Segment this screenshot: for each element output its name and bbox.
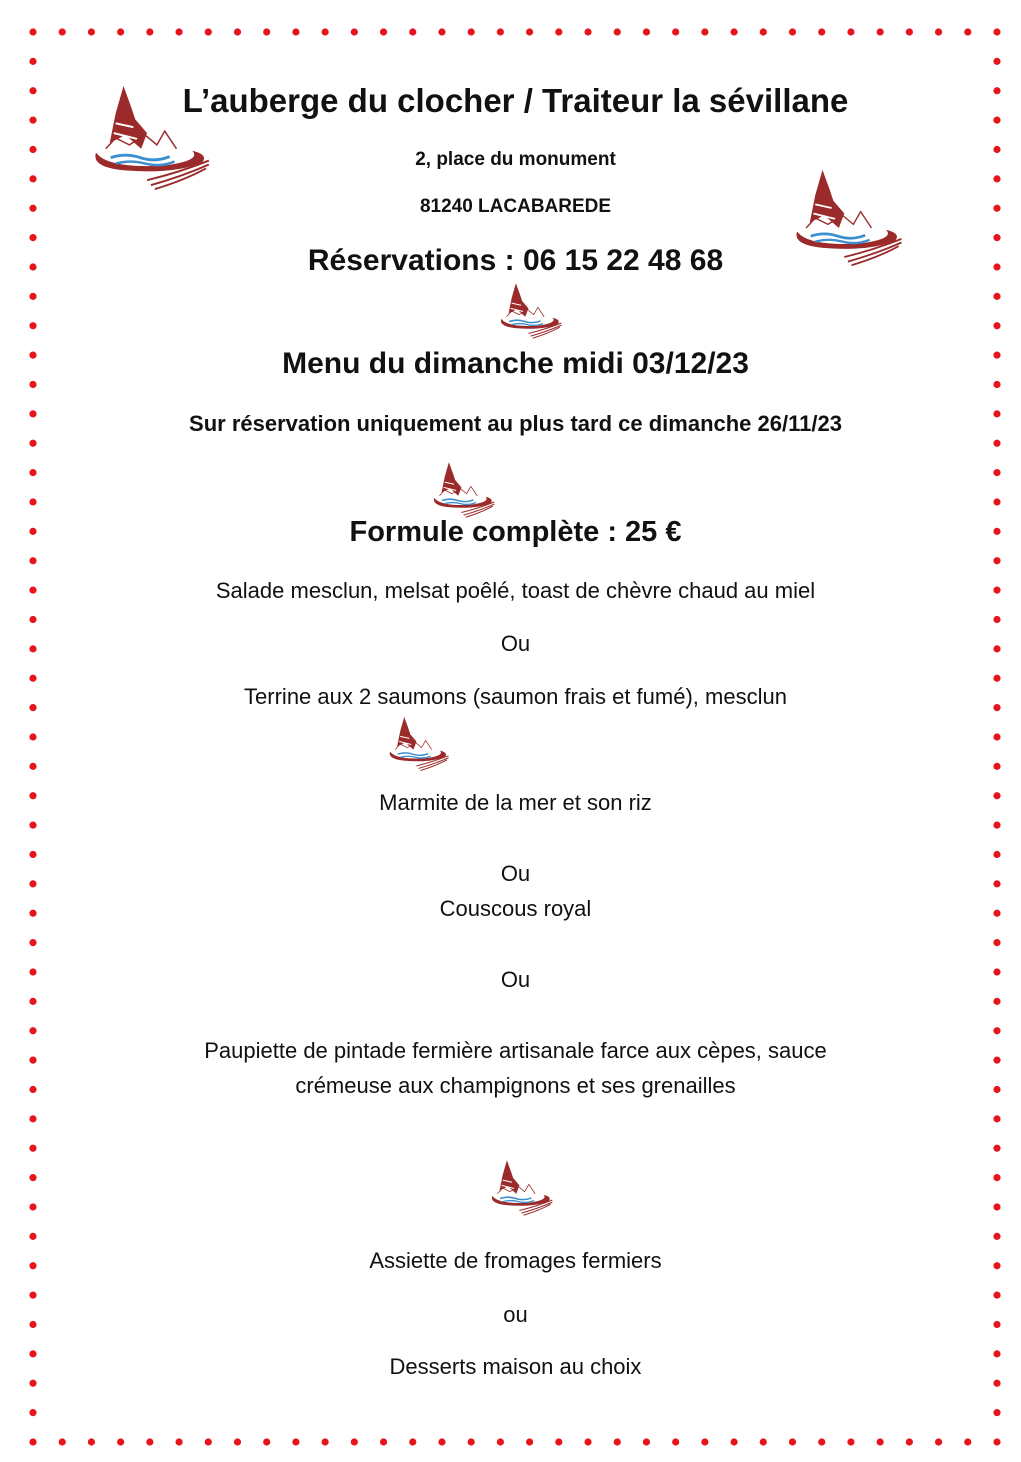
border-dot (29, 675, 36, 682)
border-dot (993, 998, 1000, 1005)
border-dot (29, 1380, 36, 1387)
border-dot (993, 1380, 1000, 1387)
border-dot (29, 175, 36, 182)
border-dot (29, 1233, 36, 1240)
border-dot (322, 28, 329, 35)
border-dot (409, 1438, 416, 1445)
border-dot (29, 1438, 36, 1445)
border-dot (29, 28, 36, 35)
border-dot (409, 28, 416, 35)
border-dot (29, 440, 36, 447)
border-dot (292, 1438, 299, 1445)
formula-price: Formule complète : 25 € (349, 516, 682, 548)
border-dot (584, 28, 591, 35)
border-dot (993, 293, 1000, 300)
border-dot (993, 763, 1000, 770)
border-dot (234, 28, 241, 35)
border-dot (935, 1438, 942, 1445)
border-dot (29, 998, 36, 1005)
border-dot (117, 28, 124, 35)
border-dot (964, 1438, 971, 1445)
border-dot (993, 469, 1000, 476)
border-dot (701, 1438, 708, 1445)
border-dot (584, 1438, 591, 1445)
border-dot (906, 1438, 913, 1445)
border-dot (526, 28, 533, 35)
border-dot (59, 1438, 66, 1445)
or-separator: Ou (500, 631, 531, 656)
border-dot (117, 1438, 124, 1445)
border-dot (993, 381, 1000, 388)
church-steeple-logo-icon (384, 716, 452, 772)
border-dot (29, 1292, 36, 1299)
border-dot (993, 851, 1000, 858)
border-dot (29, 1203, 36, 1210)
border-dot (701, 28, 708, 35)
border-dot (146, 28, 153, 35)
border-dot (322, 1438, 329, 1445)
main-item: Paupiette de pintade fermière artisanale farce aux cèpes, sauce (204, 1038, 827, 1063)
restaurant-title: L’auberge du clocher / Traiteur la sévillane (182, 82, 849, 119)
border-dot (993, 733, 1000, 740)
border-dot (993, 1174, 1000, 1181)
border-dot (993, 822, 1000, 829)
border-dot (29, 381, 36, 388)
border-dot (29, 557, 36, 564)
border-dot (29, 293, 36, 300)
border-dot (993, 440, 1000, 447)
border-dot (29, 322, 36, 329)
starter-item: Terrine aux 2 saumons (saumon frais et fumé), mesclun (244, 684, 787, 709)
border-dot (993, 557, 1000, 564)
border-dot (29, 616, 36, 623)
border-dot (175, 28, 182, 35)
border-dot (993, 616, 1000, 623)
border-dot (351, 28, 358, 35)
border-dot (88, 28, 95, 35)
border-dot (205, 28, 212, 35)
border-dot (614, 28, 621, 35)
border-dot (643, 28, 650, 35)
or-separator: Ou (500, 861, 531, 886)
main-item: Marmite de la mer et son riz (379, 790, 652, 815)
border-dot (29, 822, 36, 829)
dessert-item: Assiette de fromages fermiers (369, 1248, 662, 1273)
border-dot (993, 58, 1000, 65)
border-dot (29, 1027, 36, 1034)
border-dot (29, 498, 36, 505)
border-dot (993, 234, 1000, 241)
border-dot (993, 675, 1000, 682)
border-dot (29, 939, 36, 946)
dessert-item: Desserts maison au choix (389, 1354, 642, 1379)
border-dot (847, 1438, 854, 1445)
border-dot (175, 1438, 182, 1445)
address-line-1: 2, place du monument (415, 149, 616, 170)
border-dot (555, 28, 562, 35)
border-dot (993, 1438, 1000, 1445)
border-dot (847, 28, 854, 35)
border-dot (29, 234, 36, 241)
border-dot (993, 498, 1000, 505)
border-dot (993, 1409, 1000, 1416)
address-line-2: 81240 LACABAREDE (419, 196, 612, 217)
border-dot (993, 1115, 1000, 1122)
border-dot (877, 28, 884, 35)
border-dot (993, 322, 1000, 329)
border-dot (497, 1438, 504, 1445)
border-dot (877, 1438, 884, 1445)
border-dot (29, 58, 36, 65)
border-dot (672, 28, 679, 35)
border-dot (993, 1203, 1000, 1210)
or-separator: ou (503, 1302, 528, 1327)
border-dot (760, 28, 767, 35)
border-dot (29, 1145, 36, 1152)
starter-item: Salade mesclun, melsat poêlé, toast de chèvre chaud au miel (215, 578, 816, 603)
border-dot (993, 28, 1000, 35)
main-item: Couscous royal (439, 896, 592, 921)
border-dot (468, 28, 475, 35)
reservations-phone: Réservations : 06 15 22 48 68 (307, 244, 724, 277)
border-dot (993, 1233, 1000, 1240)
border-dot (935, 28, 942, 35)
border-dot (993, 1027, 1000, 1034)
border-dot (205, 1438, 212, 1445)
border-dot (29, 469, 36, 476)
menu-title: Menu du dimanche midi 03/12/23 (282, 347, 749, 380)
border-dot (234, 1438, 241, 1445)
border-dot (964, 28, 971, 35)
border-dot (29, 763, 36, 770)
border-dot (468, 1438, 475, 1445)
border-dot (818, 28, 825, 35)
church-steeple-logo-icon (429, 461, 497, 519)
border-dot (29, 1409, 36, 1416)
border-dot (29, 1115, 36, 1122)
border-dot (351, 1438, 358, 1445)
border-dot (29, 851, 36, 858)
border-dot (730, 28, 737, 35)
border-dot (380, 28, 387, 35)
border-dot (438, 1438, 445, 1445)
border-dot (380, 1438, 387, 1445)
main-item-continued: crémeuse aux champignons et ses grenailles (295, 1073, 736, 1098)
or-separator: Ou (500, 967, 531, 992)
border-dot (993, 175, 1000, 182)
church-steeple-logo-icon (496, 282, 564, 340)
border-dot (789, 28, 796, 35)
border-dot (818, 1438, 825, 1445)
border-dot (526, 1438, 533, 1445)
border-dot (29, 1174, 36, 1181)
border-dot (88, 1438, 95, 1445)
border-dot (146, 1438, 153, 1445)
border-dot (730, 1438, 737, 1445)
border-dot (263, 28, 270, 35)
border-dot (993, 939, 1000, 946)
church-steeple-logo-icon (487, 1159, 555, 1217)
border-dot (789, 1438, 796, 1445)
border-dot (59, 28, 66, 35)
border-dot (263, 1438, 270, 1445)
border-dot (614, 1438, 621, 1445)
border-dot (906, 28, 913, 35)
border-dot (497, 28, 504, 35)
border-dot (555, 1438, 562, 1445)
border-dot (993, 1292, 1000, 1299)
border-dot (760, 1438, 767, 1445)
border-dot (672, 1438, 679, 1445)
border-dot (438, 28, 445, 35)
border-dot (643, 1438, 650, 1445)
border-dot (292, 28, 299, 35)
border-dot (993, 1145, 1000, 1152)
reservation-notice: Sur réservation uniquement au plus tard ce dimanche 26/11/23 (189, 411, 842, 436)
border-dot (29, 733, 36, 740)
